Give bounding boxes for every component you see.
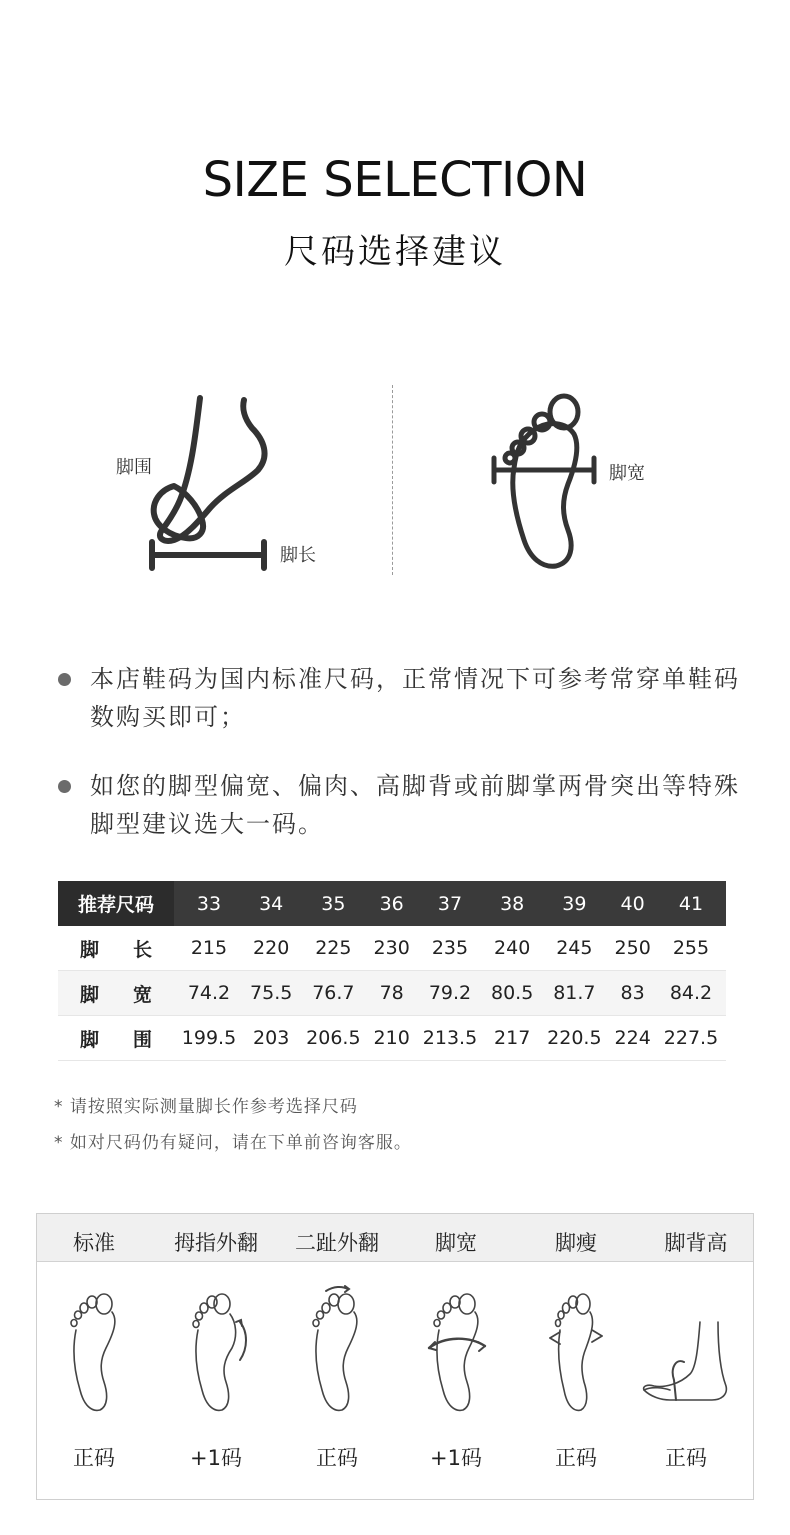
size-table-header-label: 推荐尺码 bbox=[58, 881, 174, 926]
table-row-foot-circumference bbox=[58, 1016, 726, 1061]
row-label bbox=[58, 971, 174, 1016]
foot-type-result: 正码 bbox=[665, 1446, 707, 1470]
page-subtitle: 尺码选择建议 bbox=[284, 232, 506, 272]
table-cell: 255 bbox=[672, 937, 710, 959]
table-cell: 220.5 bbox=[547, 1027, 602, 1049]
table-cell: 240 bbox=[494, 937, 531, 959]
table-row-foot-width bbox=[58, 971, 726, 1016]
table-cell: 81.7 bbox=[539, 971, 609, 1016]
table-cell: 206.5 bbox=[306, 1027, 361, 1049]
table-cell: 75.5 bbox=[244, 971, 298, 1016]
label-foot-length: 脚长 bbox=[280, 545, 316, 566]
wide-foot-icon bbox=[425, 1290, 489, 1415]
size-column-header: 39 bbox=[539, 881, 609, 926]
size-column-header: 34 bbox=[244, 881, 298, 926]
size-column-header: 41 bbox=[656, 881, 726, 926]
table-cell: 227.5 bbox=[663, 1027, 719, 1049]
size-column-header: 35 bbox=[298, 881, 368, 926]
row-label bbox=[58, 926, 174, 971]
foot-type-label: 脚宽 bbox=[435, 1231, 477, 1255]
high-instep-foot-icon bbox=[640, 1318, 732, 1408]
table-cell: 76.7 bbox=[298, 971, 368, 1016]
table-cell: 210 bbox=[373, 1027, 410, 1049]
bullet-item bbox=[54, 767, 744, 843]
note-text: * 请按照实际测量脚长作参考选择尺码 bbox=[54, 1097, 358, 1117]
row-label-part: 脚 bbox=[79, 938, 99, 961]
size-column-header: 40 bbox=[609, 881, 656, 926]
bunion-foot-icon bbox=[188, 1290, 254, 1415]
row-label-part: 围 bbox=[133, 1028, 153, 1051]
table-cell: 84.2 bbox=[656, 971, 726, 1016]
size-column-header: 37 bbox=[415, 881, 485, 926]
table-cell: 80.5 bbox=[485, 971, 539, 1016]
size-column-header: 38 bbox=[485, 881, 539, 926]
table-cell: 213.5 bbox=[422, 1027, 478, 1049]
table-cell: 203 bbox=[253, 1027, 290, 1049]
foot-type-result: +1码 bbox=[190, 1446, 242, 1470]
table-cell: 230 bbox=[373, 937, 410, 959]
bullet-dot-icon bbox=[58, 673, 71, 686]
size-column-header: 36 bbox=[368, 881, 415, 926]
foot-type-label: 二趾外翻 bbox=[295, 1231, 379, 1255]
row-label bbox=[58, 1016, 174, 1061]
standard-foot-icon bbox=[66, 1290, 122, 1415]
foot-type-label: 标准 bbox=[73, 1231, 115, 1255]
size-table bbox=[58, 881, 726, 1061]
foot-type-label: 拇指外翻 bbox=[174, 1231, 258, 1255]
table-cell: 83 bbox=[609, 971, 656, 1016]
table-cell: 217 bbox=[494, 1027, 531, 1049]
diagram-divider bbox=[392, 385, 393, 575]
foot-type-result: 正码 bbox=[555, 1446, 597, 1470]
foot-type-label: 脚背高 bbox=[664, 1231, 728, 1255]
foot-sole-view-icon bbox=[490, 390, 600, 575]
table-row-foot-length bbox=[58, 926, 726, 971]
bullet-item bbox=[54, 660, 744, 736]
table-cell: 245 bbox=[556, 937, 593, 959]
foot-type-result: 正码 bbox=[316, 1446, 358, 1470]
page-title: SIZE SELECTION bbox=[202, 152, 588, 208]
table-cell: 225 bbox=[315, 937, 352, 959]
note-text: * 如对尺码仍有疑问，请在下单前咨询客服。 bbox=[54, 1133, 412, 1153]
narrow-foot-icon bbox=[548, 1290, 604, 1415]
table-cell: 250 bbox=[614, 937, 651, 959]
size-table-header-row bbox=[58, 881, 726, 926]
label-foot-circumference: 脚围 bbox=[116, 457, 152, 478]
table-cell: 79.2 bbox=[415, 971, 485, 1016]
table-cell: 78 bbox=[368, 971, 415, 1016]
row-label-part: 脚 bbox=[79, 1028, 99, 1051]
foot-type-result: 正码 bbox=[73, 1446, 115, 1470]
foot-side-view-icon bbox=[140, 390, 280, 575]
table-cell: 215 bbox=[190, 937, 228, 959]
row-label-part: 长 bbox=[133, 938, 153, 961]
table-cell: 235 bbox=[431, 937, 469, 959]
label-foot-width: 脚宽 bbox=[609, 463, 645, 484]
foot-type-label: 脚瘦 bbox=[555, 1231, 597, 1255]
second-toe-foot-icon bbox=[308, 1285, 368, 1415]
table-cell: 199.5 bbox=[181, 1027, 237, 1049]
bullet-text: 本店鞋码为国内标准尺码，正常情况下可参考常穿单鞋码数购买即可； bbox=[90, 665, 740, 731]
row-label-part: 宽 bbox=[133, 983, 153, 1006]
table-cell: 220 bbox=[253, 937, 290, 959]
table-cell: 224 bbox=[614, 1027, 651, 1049]
bullet-dot-icon bbox=[58, 780, 71, 793]
row-label-part: 脚 bbox=[79, 983, 99, 1006]
table-cell: 74.2 bbox=[174, 971, 244, 1016]
size-column-header: 33 bbox=[174, 881, 244, 926]
foot-type-result: +1码 bbox=[430, 1446, 482, 1470]
bullet-text: 如您的脚型偏宽、偏肉、高脚背或前脚掌两骨突出等特殊脚型建议选大一码。 bbox=[90, 772, 740, 838]
